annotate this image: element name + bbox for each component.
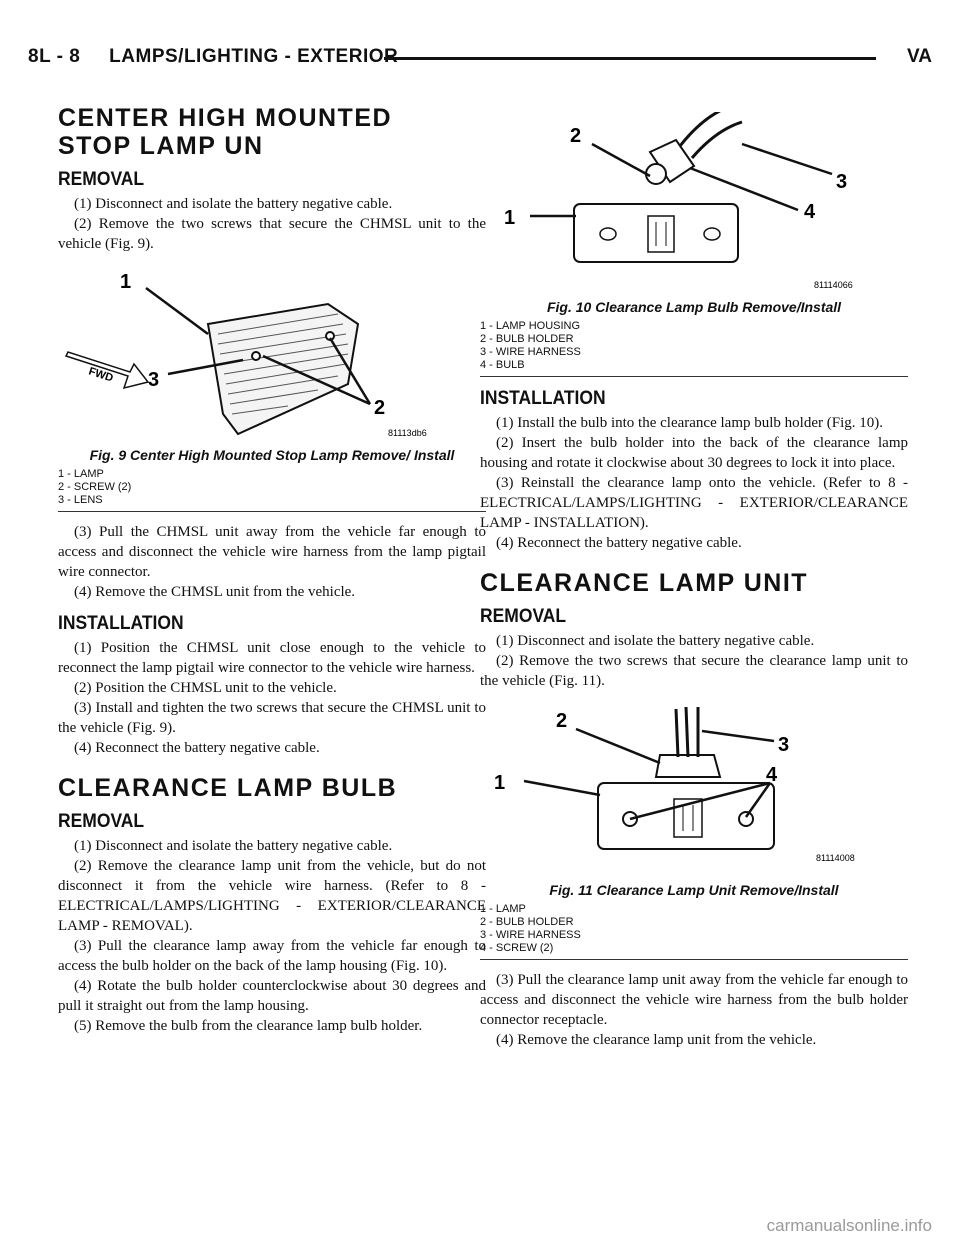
installation-heading: INSTALLATION — [480, 388, 606, 409]
figure-9-legend: 1 - LAMP 2 - SCREW (2) 3 - LENS — [58, 468, 132, 506]
figure-9-caption: Fig. 9 Center High Mounted Stop Lamp Remove/ Install — [89, 447, 455, 463]
callout-3: 3 — [836, 171, 848, 193]
callout-1: 1 — [120, 271, 132, 293]
install-step-4: (4) Reconnect the battery negative cable. — [74, 740, 320, 756]
bulb-step-1: (1) Disconnect and isolate the battery negative cable. — [74, 838, 393, 854]
unit-removal-heading: REMOVAL — [480, 606, 567, 627]
unit-step-2: (2) Remove the two screws that secure the clearance lamp unit to the vehicle (Fig. 11). — [480, 653, 908, 689]
install-step-3: (3) Reinstall the clearance lamp onto the vehicle. (Refer to 8 - ELECTRICAL/LAMPS/LIGHTING - EXTERIOR/CLEARANCE LAMP - INSTALLATION). — [480, 475, 908, 531]
figure-10 — [480, 112, 908, 294]
unit-step-4: (4) Remove the clearance lamp unit from the vehicle. — [496, 1032, 817, 1048]
fwd-label: FWD — [87, 365, 115, 385]
install-step-2: (2) Position the CHMSL unit to the vehicle. — [74, 680, 337, 696]
installation-heading: INSTALLATION — [58, 613, 184, 634]
install-step-1: (1) Install the bulb into the clearance lamp bulb holder (Fig. 10). — [496, 415, 883, 431]
bulb-step-5: (5) Remove the bulb from the clearance lamp bulb holder. — [74, 1018, 423, 1034]
callout-1: 1 — [494, 772, 506, 794]
figure-9-rule — [58, 511, 486, 512]
callout-2: 2 — [556, 710, 568, 732]
left-column — [58, 104, 486, 1036]
callout-3: 3 — [778, 734, 790, 756]
callout-4: 4 — [766, 764, 778, 786]
page-header — [28, 46, 932, 76]
figure-11-legend: 1 - LAMP 2 - BULB HOLDER 3 - WIRE HARNESS 4 - SCREW (2) — [480, 903, 581, 954]
section-title-chmsl: CENTER HIGH MOUNTED STOP LAMP UN — [58, 104, 393, 160]
removal-step-1: (1) Disconnect and isolate the battery negative cable. — [74, 196, 393, 212]
figure-id: 81114008 — [816, 853, 855, 863]
callout-2: 2 — [374, 397, 386, 419]
section-title-clearance-bulb: CLEARANCE LAMP BULB — [58, 774, 398, 802]
callout-4: 4 — [804, 201, 816, 223]
bulb-step-3: (3) Pull the clearance lamp away from the vehicle far enough to access the bulb holder on the back of the lamp housing (Fig. 10). — [58, 938, 486, 974]
section-title-clearance-unit: CLEARANCE LAMP UNIT — [480, 569, 809, 597]
figure-id: 81114066 — [814, 280, 853, 290]
figure-10-illustration — [480, 112, 908, 294]
header-rule — [384, 57, 876, 60]
removal-step-2: (2) Remove the two screws that secure the CHMSL unit to the vehicle (Fig. 9). — [58, 216, 486, 252]
unit-step-3: (3) Pull the clearance lamp unit away from the vehicle far enough to access and disconnect the vehicle wire harness from the bulb holder connector receptacle. — [480, 972, 908, 1028]
figure-11 — [480, 701, 908, 877]
figure-id: 81113db6 — [388, 428, 427, 438]
install-step-1: (1) Position the CHMSL unit close enough to the vehicle to reconnect the lamp pigtail wire connector to the vehicle wire harness. — [58, 640, 486, 676]
callout-2: 2 — [570, 125, 582, 147]
bulb-step-4: (4) Rotate the bulb holder counterclockwise about 30 degrees and pull it straight out from the lamp housing. — [58, 978, 486, 1014]
figure-10-legend: 1 - LAMP HOUSING 2 - BULB HOLDER 3 - WIRE HARNESS 4 - BULB — [480, 320, 581, 371]
header-section-label: 8L - 8 LAMPS/LIGHTING - EXTERIOR — [28, 46, 399, 67]
header-model-code: VA — [907, 46, 932, 67]
callout-1: 1 — [504, 207, 516, 229]
watermark[interactable]: carmanualsonline.info — [766, 1216, 932, 1235]
figure-11-caption: Fig. 11 Clearance Lamp Unit Remove/Install — [549, 882, 839, 898]
callout-3: 3 — [148, 369, 160, 391]
figure-11-rule — [480, 959, 908, 960]
removal-heading: REMOVAL — [58, 169, 145, 190]
figure-9 — [58, 264, 486, 442]
install-step-3: (3) Install and tighten the two screws that secure the CHMSL unit to the vehicle (Fig. 9). — [58, 700, 486, 736]
figure-10-caption: Fig. 10 Clearance Lamp Bulb Remove/Install — [546, 299, 842, 315]
figure-9-illustration — [58, 264, 486, 442]
figure-11-illustration — [480, 701, 908, 877]
bulb-removal-heading: REMOVAL — [58, 811, 145, 832]
install-step-4: (4) Reconnect the battery negative cable. — [496, 535, 742, 551]
bulb-step-2: (2) Remove the clearance lamp unit from the vehicle, but do not disconnect it from the vehicle wire harness. (Refer to 8 - ELECTRICAL/LAMPS/LIGHTING - EXTERIOR/CLEARANCE LAMP - REMOVAL). — [58, 858, 486, 934]
removal-step-3: (3) Pull the CHMSL unit away from the vehicle far enough to access and disconnect the vehicle wire harness from the lamp pigtail wire connector. — [58, 524, 486, 580]
right-column — [480, 112, 908, 1050]
removal-step-4: (4) Remove the CHMSL unit from the vehicle. — [74, 584, 356, 600]
install-step-2: (2) Insert the bulb holder into the back of the clearance lamp housing and rotate it clockwise about 30 degrees to lock it into place. — [480, 435, 908, 471]
unit-step-1: (1) Disconnect and isolate the battery negative cable. — [496, 633, 815, 649]
figure-10-rule — [480, 376, 908, 377]
